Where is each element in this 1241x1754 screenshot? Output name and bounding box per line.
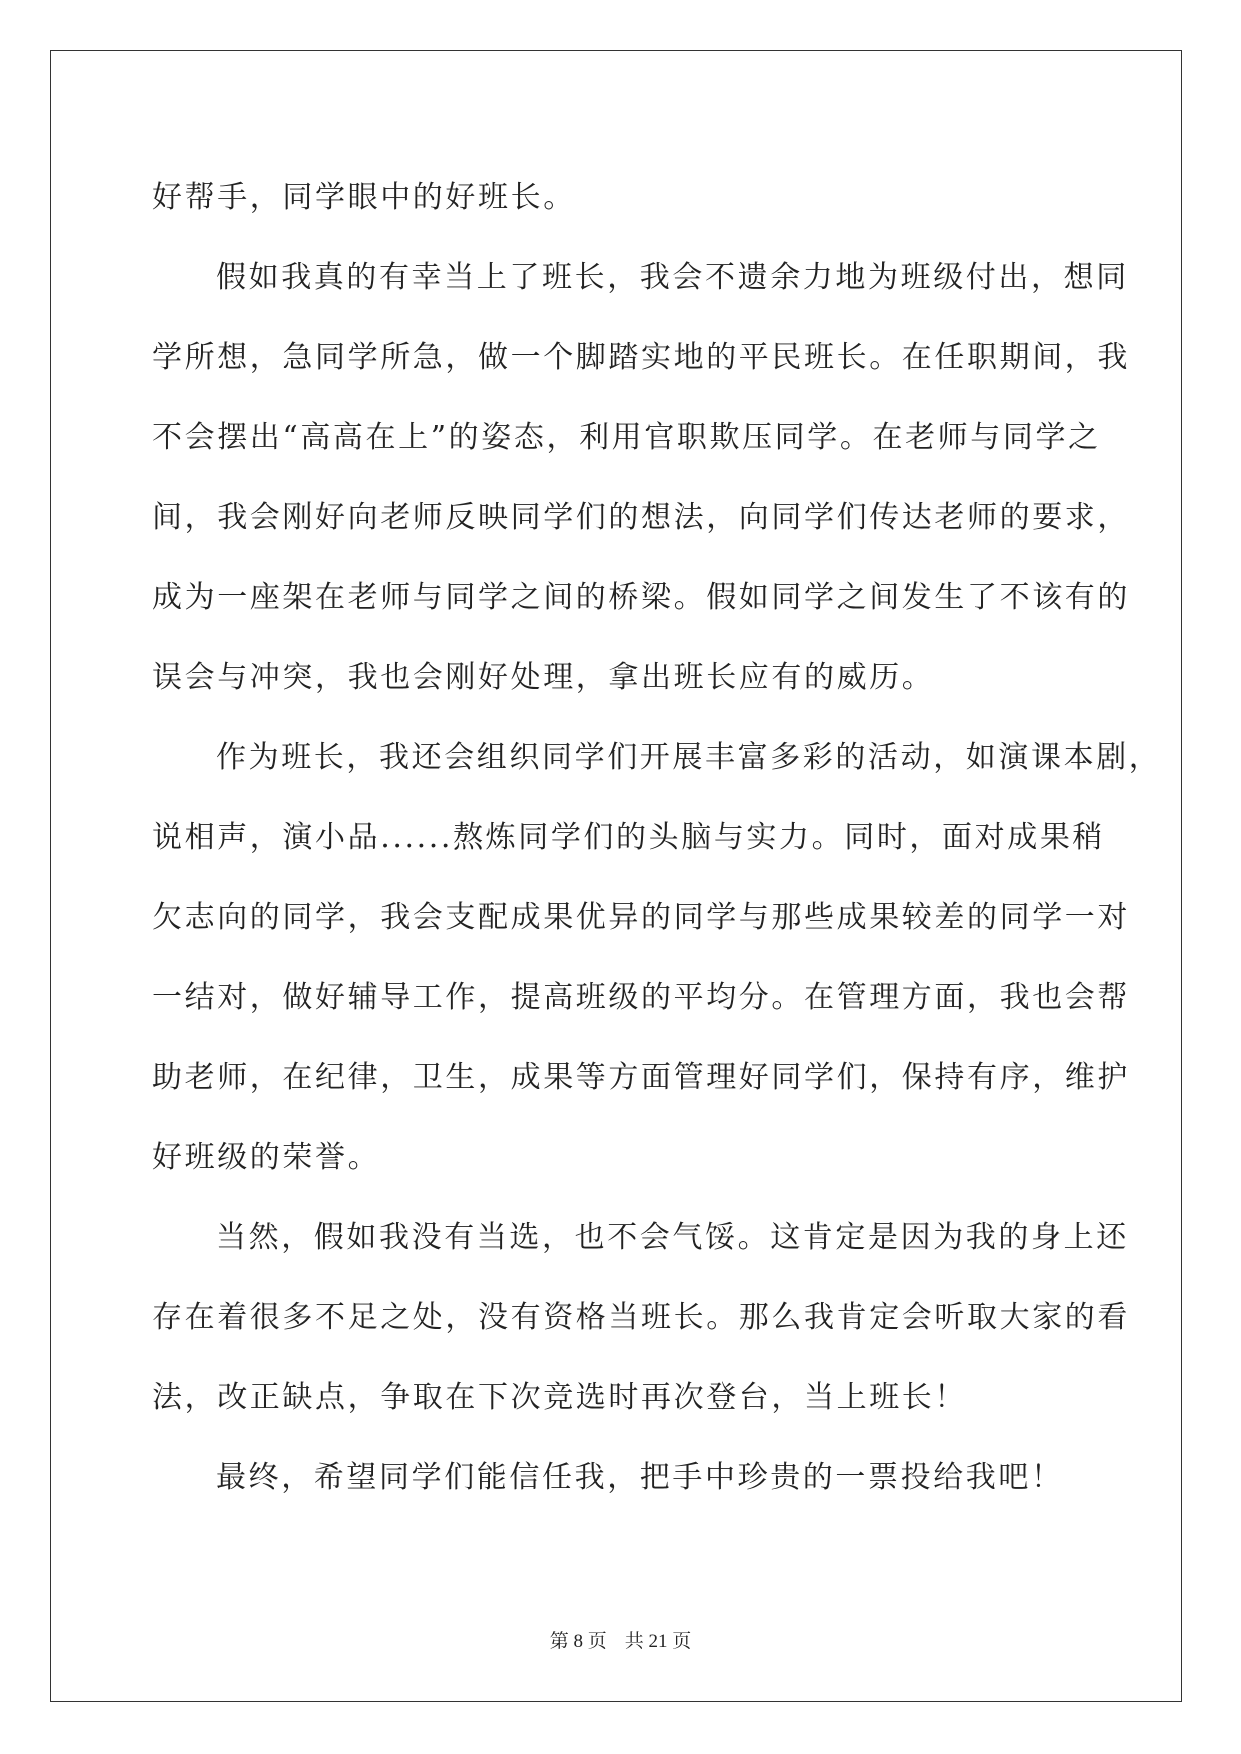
- text-line: 误会与冲突，我也会刚好处理，拿出班长应有的威历。: [152, 660, 935, 695]
- text-line: 假如我真的有幸当上了班长，我会不遗余力地为班级付出，想同: [216, 260, 1129, 295]
- total-pages: 共 21 页: [624, 1631, 692, 1652]
- text-line: 最终，希望同学们能信任我，把手中珍贵的一票投给我吧！: [216, 1460, 1064, 1495]
- text-line: 当然，假如我没有当选，也不会气馁。这肯定是因为我的身上还: [216, 1220, 1129, 1255]
- text-line: 成为一座架在老师与同学之间的桥梁。假如同学之间发生了不该有的: [152, 580, 1130, 615]
- text-line: 助老师，在纪律，卫生，成果等方面管理好同学们，保持有序，维护: [152, 1060, 1130, 1095]
- document-body: [152, 158, 1162, 1518]
- page-footer: [0, 1630, 1241, 1654]
- text-line: 法，改正缺点，争取在下次竞选时再次登台，当上班长！: [152, 1380, 967, 1415]
- text-line: 欠志向的同学，我会支配成果优异的同学与那些成果较差的同学一对: [152, 900, 1130, 935]
- text-line: 学所想，急同学所急，做一个脚踏实地的平民班长。在任职期间，我: [152, 340, 1130, 375]
- text-line: 不会摆出“高高在上”的姿态，利用官职欺压同学。在老师与同学之: [152, 420, 1101, 455]
- text-line: 说相声，演小品......熬炼同学们的头脑与实力。同时，面对成果稍: [152, 820, 1106, 855]
- text-line: 间，我会刚好向老师反映同学们的想法，向同学们传达老师的要求，: [152, 500, 1130, 535]
- page-number: 第 8 页: [549, 1631, 607, 1652]
- text-line: 好班级的荣誉。: [152, 1140, 381, 1175]
- text-line: 作为班长，我还会组织同学们开展丰富多彩的活动，如演课本剧，: [216, 740, 1162, 775]
- text-line: 存在着很多不足之处，没有资格当班长。那么我肯定会听取大家的看: [152, 1300, 1130, 1335]
- text-line: 好帮手，同学眼中的好班长。: [152, 180, 576, 215]
- text-line: 一结对，做好辅导工作，提高班级的平均分。在管理方面，我也会帮: [152, 980, 1130, 1015]
